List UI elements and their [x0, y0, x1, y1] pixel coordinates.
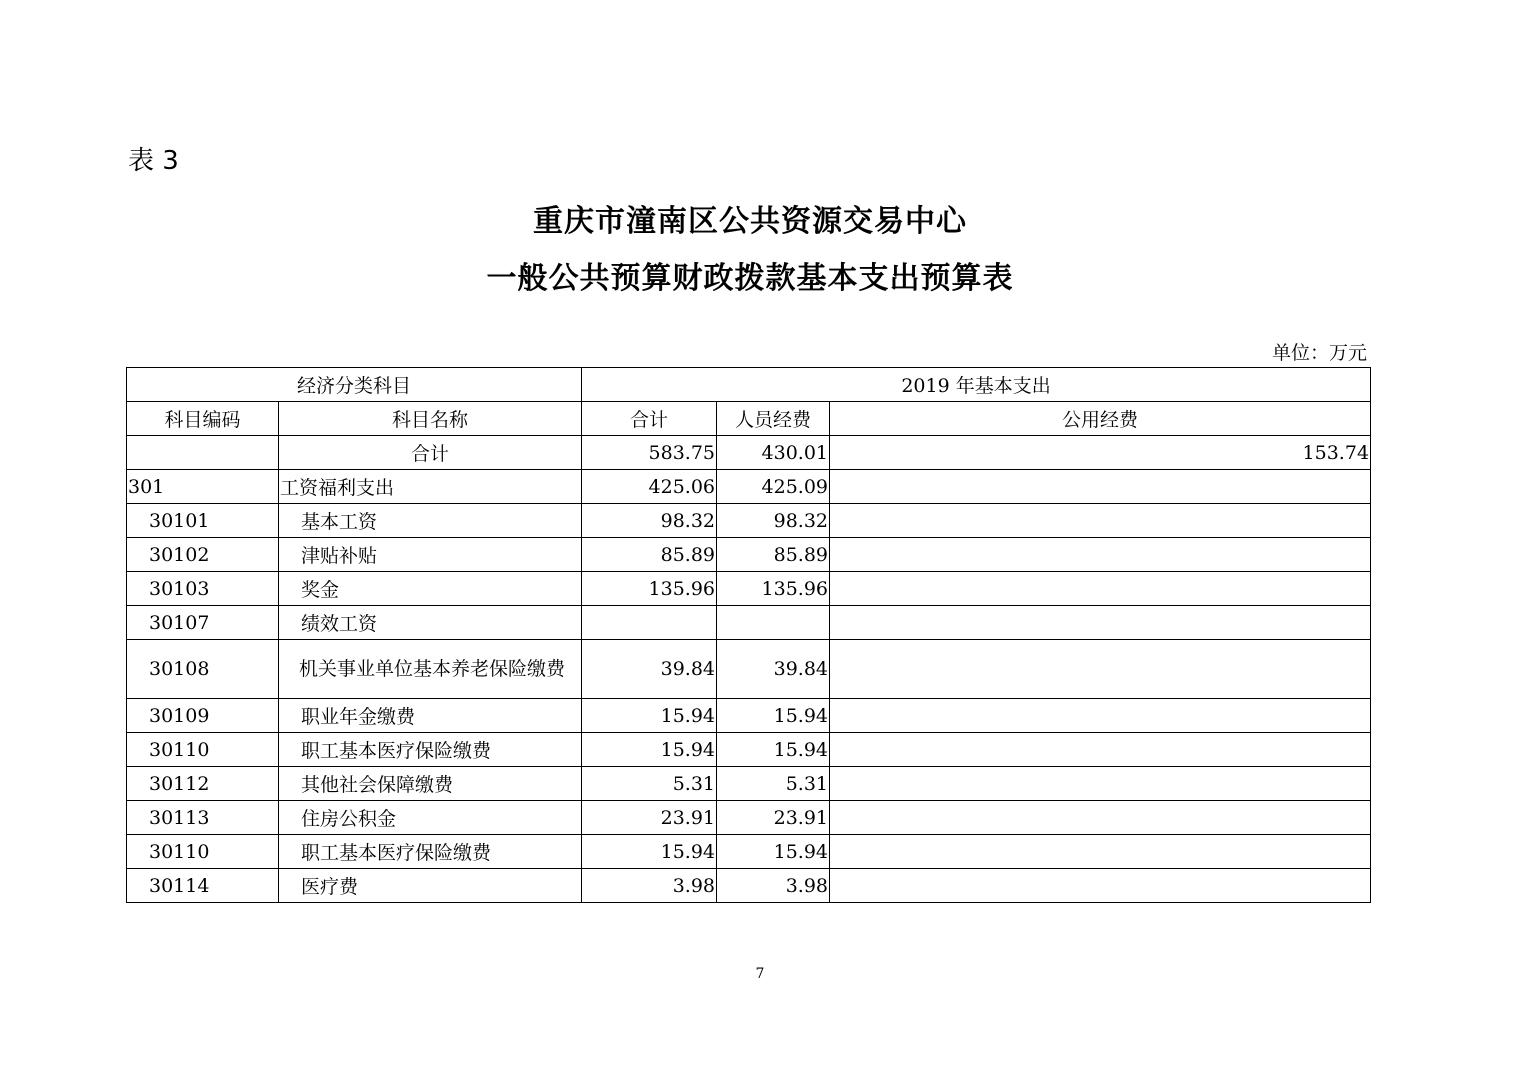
- row-name: 其他社会保障缴费: [279, 767, 582, 801]
- row-total: 5.31: [582, 767, 717, 801]
- row-code: 30101: [127, 504, 279, 538]
- row-code: 30110: [127, 733, 279, 767]
- row-personnel: 15.94: [717, 699, 830, 733]
- table-row: [127, 606, 1371, 640]
- row-code: 30109: [127, 699, 279, 733]
- row-name: 工资福利支出: [279, 470, 582, 504]
- row-code: 30113: [127, 801, 279, 835]
- row-public: [830, 470, 1371, 504]
- row-total: 15.94: [582, 835, 717, 869]
- row-total: 15.94: [582, 733, 717, 767]
- column-header-total: 合计: [582, 402, 717, 436]
- table-label: 表 3: [128, 146, 179, 176]
- row-personnel: 98.32: [717, 504, 830, 538]
- group-header-row: [127, 368, 1371, 402]
- row-code: 30102: [127, 538, 279, 572]
- row-name: 职工基本医疗保险缴费: [279, 733, 582, 767]
- total-personnel: 430.01: [717, 436, 830, 470]
- row-personnel: 23.91: [717, 801, 830, 835]
- row-public: [830, 606, 1371, 640]
- row-total: 23.91: [582, 801, 717, 835]
- row-total: 98.32: [582, 504, 717, 538]
- page-number: 7: [755, 966, 765, 982]
- row-code: 301: [127, 470, 279, 504]
- row-name: 住房公积金: [279, 801, 582, 835]
- table-row: [127, 504, 1371, 538]
- row-public: [830, 504, 1371, 538]
- table-row: [127, 470, 1371, 504]
- row-public: [830, 733, 1371, 767]
- row-public: [830, 538, 1371, 572]
- total-code: [127, 436, 279, 470]
- document-subtitle: 一般公共预算财政拨款基本支出预算表: [486, 261, 1014, 296]
- column-header-row: [127, 402, 1371, 436]
- table-row: [127, 640, 1371, 699]
- document-title: 重庆市潼南区公共资源交易中心: [533, 204, 967, 239]
- row-personnel: 135.96: [717, 572, 830, 606]
- row-code: 30114: [127, 869, 279, 903]
- total-total: 583.75: [582, 436, 717, 470]
- table-row: [127, 869, 1371, 903]
- row-name: 奖金: [279, 572, 582, 606]
- row-name: 基本工资: [279, 504, 582, 538]
- row-public: [830, 640, 1371, 699]
- row-personnel: 3.98: [717, 869, 830, 903]
- column-header-personnel: 人员经费: [717, 402, 830, 436]
- row-public: [830, 572, 1371, 606]
- row-total: 135.96: [582, 572, 717, 606]
- row-name: 职业年金缴费: [279, 699, 582, 733]
- total-name: 合计: [279, 436, 582, 470]
- row-name: 职工基本医疗保险缴费: [279, 835, 582, 869]
- total-public: 153.74: [830, 436, 1371, 470]
- budget-table: [126, 367, 1371, 903]
- column-header-public: 公用经费: [830, 402, 1371, 436]
- row-name: 医疗费: [279, 869, 582, 903]
- row-personnel: [717, 606, 830, 640]
- row-personnel: 15.94: [717, 733, 830, 767]
- row-total: 85.89: [582, 538, 717, 572]
- row-total: 15.94: [582, 699, 717, 733]
- row-public: [830, 835, 1371, 869]
- row-code: 30103: [127, 572, 279, 606]
- row-code: 30108: [127, 640, 279, 699]
- row-personnel: 425.09: [717, 470, 830, 504]
- row-total: 39.84: [582, 640, 717, 699]
- table-row: [127, 733, 1371, 767]
- unit-label: 单位：万元: [1271, 342, 1367, 364]
- row-personnel: 39.84: [717, 640, 830, 699]
- table-row: [127, 572, 1371, 606]
- row-personnel: 85.89: [717, 538, 830, 572]
- table-row: [127, 699, 1371, 733]
- row-total: [582, 606, 717, 640]
- row-public: [830, 699, 1371, 733]
- column-header-name: 科目名称: [279, 402, 582, 436]
- table-row: [127, 801, 1371, 835]
- row-public: [830, 869, 1371, 903]
- row-name: 机关事业单位基本养老保险缴费: [279, 640, 582, 699]
- row-name: 津贴补贴: [279, 538, 582, 572]
- row-code: 30107: [127, 606, 279, 640]
- row-total: 3.98: [582, 869, 717, 903]
- column-header-code: 科目编码: [127, 402, 279, 436]
- row-public: [830, 801, 1371, 835]
- total-row: [127, 436, 1371, 470]
- table-row: [127, 538, 1371, 572]
- row-personnel: 15.94: [717, 835, 830, 869]
- row-code: 30112: [127, 767, 279, 801]
- row-total: 425.06: [582, 470, 717, 504]
- row-code: 30110: [127, 835, 279, 869]
- row-personnel: 5.31: [717, 767, 830, 801]
- row-name: 绩效工资: [279, 606, 582, 640]
- group-header-basic-expenditure: 2019 年基本支出: [582, 368, 1371, 402]
- table-row: [127, 767, 1371, 801]
- row-public: [830, 767, 1371, 801]
- group-header-economic: 经济分类科目: [127, 368, 582, 402]
- table-row: [127, 835, 1371, 869]
